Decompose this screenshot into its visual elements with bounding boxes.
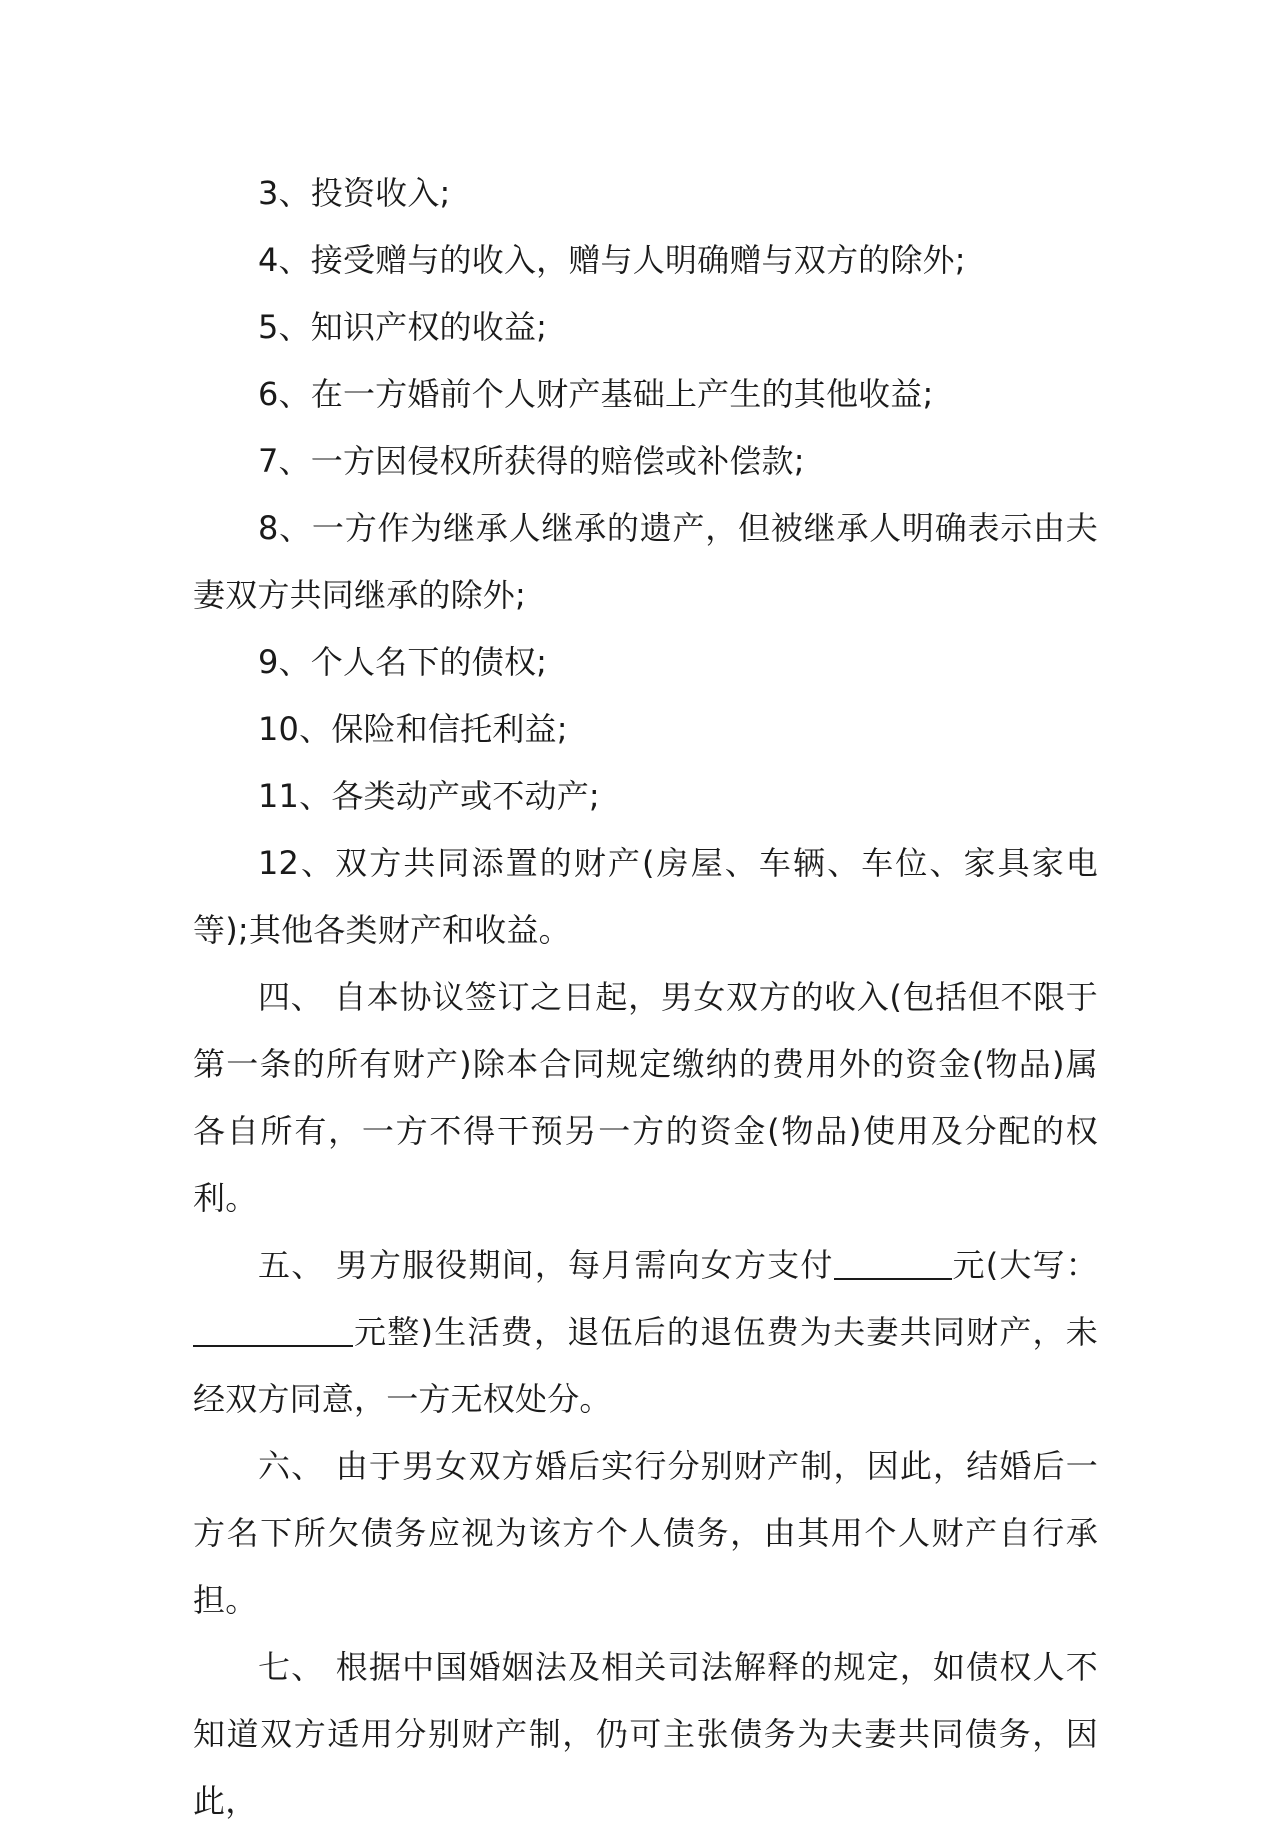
clause-5-part1: 五、 男方服役期间，每月需向女方支付 <box>258 1246 834 1284</box>
clause-5 <box>193 1232 1098 1433</box>
document-body <box>193 160 1098 1835</box>
list-item-7: 7、一方因侵权所获得的赔偿或补偿款; <box>258 442 805 480</box>
clause-5-part3: 元整)生活费，退伍后的退伍费为夫妻共同财产，未经双方同意，一方无权处分。 <box>193 1313 1098 1418</box>
amount-blank <box>834 1248 952 1280</box>
list-item-12: 12、双方共同添置的财产(房屋、车辆、车位、家具家电等);其他各类财产和收益。 <box>193 844 1098 949</box>
list-item-8: 8、一方作为继承人继承的遗产，但被继承人明确表示由夫妻双方共同继承的除外; <box>193 509 1098 614</box>
clause-6: 六、 由于男女双方婚后实行分别财产制，因此，结婚后一方名下所欠债务应视为该方个人债务，由其用个人财产自行承担。 <box>193 1447 1098 1619</box>
clause-4: 四、 自本协议签订之日起，男女双方的收入(包括但不限于第一条的所有财产)除本合同规定缴纳的费用外的资金(物品)属各自所有，一方不得干预另一方的资金(物品)使用及分配的权利。 <box>193 978 1098 1217</box>
list-item-6: 6、在一方婚前个人财产基础上产生的其他收益; <box>258 375 934 413</box>
list-item-3: 3、投资收入; <box>258 174 451 212</box>
amount-uppercase-blank <box>193 1315 353 1347</box>
list-item-10: 10、保险和信托利益; <box>258 710 568 748</box>
list-item-11: 11、各类动产或不动产; <box>258 777 600 815</box>
clause-5-part2: 元(大写： <box>951 1246 1098 1284</box>
clause-7: 七、 根据中国婚姻法及相关司法解释的规定，如债权人不知道双方适用分别财产制，仍可主张债务为夫妻共同债务，因此， <box>193 1648 1098 1820</box>
list-item-9: 9、个人名下的债权; <box>258 643 548 681</box>
list-item-5: 5、知识产权的收益; <box>258 308 548 346</box>
list-item-4: 4、接受赠与的收入，赠与人明确赠与双方的除外; <box>258 241 966 279</box>
